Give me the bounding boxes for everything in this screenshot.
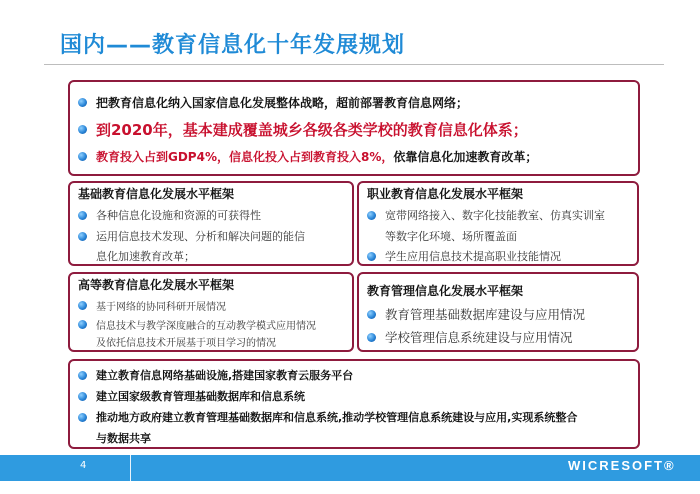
bullet-icon (367, 211, 376, 220)
list-item-continued: 与数据共享 (96, 432, 151, 445)
list-item-continued: 息化加速教育改革； (96, 250, 195, 263)
bullet-icon (78, 320, 87, 329)
strategy-box (68, 80, 640, 176)
list-item: 推动地方政府建立教育管理基础数据库和信息系统,推动学校管理信息系统建设与应用,实现系统整合 (78, 409, 577, 425)
bullet-icon (78, 371, 87, 380)
page-title: 国内——教育信息化十年发展规划 (60, 33, 406, 58)
list-item: 学校管理信息系统建设与应用情况 (367, 328, 573, 346)
bullet-icon (78, 211, 87, 220)
bullet-icon (78, 98, 87, 107)
list-item: 教育管理基础数据库建设与应用情况 (367, 305, 585, 323)
bullet-icon (78, 232, 87, 241)
education-management-header: 教育管理信息化发展水平框架 (367, 284, 524, 298)
list-item: 学生应用信息技术提高职业技能情况 (367, 248, 561, 264)
strategy-item-3: 教育投入占到GDP4%，信息化投入占到教育投入8%， 依靠信息化加速教育改革； (78, 148, 537, 165)
list-item: 各种信息化设施和资源的可获得性 (78, 207, 261, 223)
wicresoft-logo: WICRESOFT® (568, 458, 676, 473)
basic-education-box (68, 181, 354, 266)
bullet-icon (78, 413, 87, 422)
bullet-icon (367, 252, 376, 261)
basic-education-header: 基础教育信息化发展水平框架 (78, 187, 235, 201)
list-item: 建立教育信息网络基础设施,搭建国家教育云服务平台 (78, 367, 353, 383)
bullet-icon (78, 392, 87, 401)
bullet-icon (78, 152, 87, 161)
bullet-icon (367, 310, 376, 319)
list-item: 信息技术与教学深度融合的互动教学模式应用情况 (78, 317, 316, 332)
list-item: 建立国家级教育管理基础数据库和信息系统 (78, 388, 305, 404)
list-item: 运用信息技术发现、分析和解决问题的能信 (78, 228, 305, 244)
infrastructure-box (68, 359, 640, 449)
footer-divider (130, 455, 131, 481)
title-divider (44, 64, 664, 65)
bullet-icon (78, 301, 87, 310)
bullet-icon (78, 125, 87, 134)
higher-education-box (68, 272, 354, 352)
list-item: 宽带网络接入、数字化技能教室、仿真实训室 (367, 207, 605, 223)
strategy-item-2: 到2020年，基本建成覆盖城乡各级各类学校的教育信息化体系； (78, 119, 528, 140)
list-item-continued: 等数字化环境、场所覆盖面 (385, 230, 517, 243)
vocational-education-box (357, 181, 639, 266)
list-item-continued: 及依托信息技术开展基于项目学习的情况 (96, 338, 276, 349)
page-number: 4 (80, 460, 87, 471)
education-management-box (357, 272, 639, 352)
higher-education-header: 高等教育信息化发展水平框架 (78, 278, 235, 292)
vocational-education-header: 职业教育信息化发展水平框架 (367, 187, 524, 201)
strategy-item-1: 把教育信息化纳入国家信息化发展整体战略，超前部署教育信息网络； (78, 94, 468, 111)
list-item: 基于网络的协同科研开展情况 (78, 298, 226, 313)
bullet-icon (367, 333, 376, 342)
